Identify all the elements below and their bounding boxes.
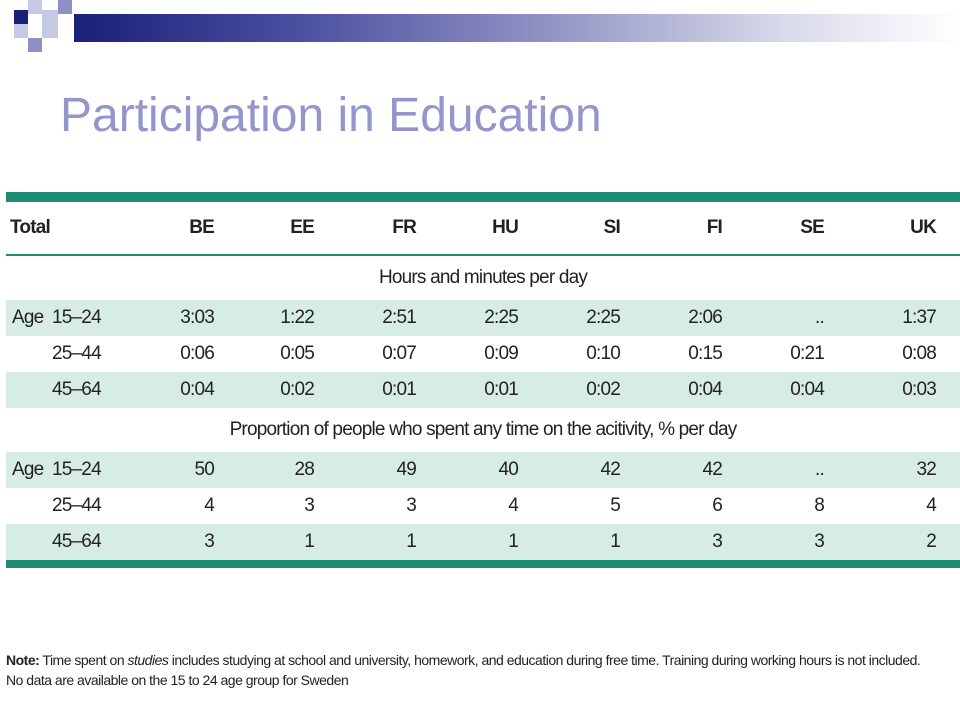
header-country: FI bbox=[644, 201, 746, 255]
table-cell: 1 bbox=[238, 524, 338, 560]
note-line-2: No data are available on the 15 to 24 age group for Sweden bbox=[6, 672, 349, 688]
table-cell: 0:02 bbox=[542, 372, 644, 408]
section-title: Hours and minutes per day bbox=[378, 267, 588, 288]
table-row bbox=[6, 336, 960, 372]
section-title-row bbox=[6, 408, 960, 452]
section-title-row bbox=[6, 255, 960, 300]
page-title: Participation in Education bbox=[60, 89, 602, 142]
note-emphasis: studies bbox=[127, 652, 169, 668]
age-label: Age bbox=[6, 452, 48, 488]
age-range: 25–44 bbox=[52, 343, 101, 364]
age-label bbox=[6, 488, 48, 524]
age-label bbox=[6, 372, 48, 408]
table-cell: 1:22 bbox=[238, 300, 338, 336]
header-total: Total bbox=[6, 201, 144, 255]
table-cell: .. bbox=[746, 300, 848, 336]
table-cell: 40 bbox=[440, 452, 542, 488]
age-range: 25–44 bbox=[52, 495, 101, 516]
table-row bbox=[6, 372, 960, 408]
table-cell: 0:04 bbox=[144, 372, 238, 408]
header-gradient-bar bbox=[74, 14, 960, 42]
table-cell: 4 bbox=[204, 495, 215, 516]
note-line-1 bbox=[6, 650, 956, 670]
age-label bbox=[6, 524, 48, 560]
header-country: SI bbox=[542, 201, 644, 255]
table-cell: .. bbox=[746, 452, 848, 488]
header-country: HU bbox=[440, 201, 542, 255]
decor-square-light bbox=[28, 0, 42, 14]
education-table bbox=[6, 200, 960, 560]
table-cell: 0:03 bbox=[848, 372, 960, 408]
table-row bbox=[6, 488, 960, 524]
age-range: 15–24 bbox=[48, 300, 144, 336]
table-cell: 0:06 bbox=[180, 343, 215, 364]
table-cell: 50 bbox=[144, 452, 238, 488]
table-cell: 32 bbox=[848, 452, 960, 488]
table-cell: 3 bbox=[144, 524, 238, 560]
header-country: BE bbox=[144, 201, 238, 255]
table-cell: 2:25 bbox=[542, 300, 644, 336]
decor-square-navy bbox=[14, 10, 28, 24]
table-header-row bbox=[6, 201, 960, 255]
decorative-header-bar bbox=[0, 0, 960, 60]
table-cell: 1 bbox=[542, 524, 644, 560]
table-cell: 0:21 bbox=[790, 343, 825, 364]
table-cell: 3 bbox=[746, 524, 848, 560]
table-cell: 8 bbox=[814, 495, 825, 516]
decor-square-light bbox=[14, 24, 28, 38]
decor-square-mid bbox=[28, 38, 42, 52]
data-table-container bbox=[6, 192, 960, 568]
table-note bbox=[6, 650, 956, 690]
age-range: 15–24 bbox=[48, 452, 144, 488]
table-cell: 3 bbox=[406, 495, 417, 516]
table-cell: 3:03 bbox=[144, 300, 238, 336]
table-cell: 0:08 bbox=[902, 343, 937, 364]
table-cell: 2:06 bbox=[644, 300, 746, 336]
header-country: SE bbox=[746, 201, 848, 255]
decor-square-light bbox=[42, 10, 58, 24]
table-cell: 0:10 bbox=[586, 343, 621, 364]
table-cell: 0:04 bbox=[746, 372, 848, 408]
table-cell: 42 bbox=[542, 452, 644, 488]
table-cell: 0:07 bbox=[382, 343, 417, 364]
table-cell: 1 bbox=[338, 524, 440, 560]
table-cell: 3 bbox=[644, 524, 746, 560]
table-bottom-rule bbox=[6, 560, 960, 568]
table-cell: 0:01 bbox=[440, 372, 542, 408]
age-label: Age bbox=[6, 300, 48, 336]
table-cell: 6 bbox=[712, 495, 723, 516]
header-country: FR bbox=[338, 201, 440, 255]
age-label bbox=[6, 336, 48, 372]
table-cell: 1:37 bbox=[848, 300, 960, 336]
table-row bbox=[6, 524, 960, 560]
note-text-b: includes studying at school and university, homework, and education during free time. Training during working hours is not included. bbox=[168, 652, 921, 668]
table-cell: 4 bbox=[926, 495, 937, 516]
note-text-a: Time spent on bbox=[39, 652, 128, 668]
header-country: UK bbox=[848, 201, 960, 255]
table-cell: 3 bbox=[304, 495, 315, 516]
table-cell: 2:25 bbox=[440, 300, 542, 336]
table-cell: 2:51 bbox=[338, 300, 440, 336]
section-title: Proportion of people who spent any time on the acitivity, % per day bbox=[229, 419, 737, 440]
table-cell: 0:04 bbox=[644, 372, 746, 408]
table-cell: 0:01 bbox=[338, 372, 440, 408]
table-cell: 5 bbox=[610, 495, 621, 516]
table-cell: 0:15 bbox=[688, 343, 723, 364]
table-cell: 42 bbox=[644, 452, 746, 488]
age-range: 45–64 bbox=[48, 372, 144, 408]
table-cell: 4 bbox=[508, 495, 519, 516]
table-cell: 0:02 bbox=[238, 372, 338, 408]
table-top-rule bbox=[6, 192, 960, 200]
table-cell: 28 bbox=[238, 452, 338, 488]
table-cell: 1 bbox=[440, 524, 542, 560]
table-row bbox=[6, 452, 960, 488]
header-country: EE bbox=[238, 201, 338, 255]
note-label: Note: bbox=[6, 652, 40, 668]
age-range: 45–64 bbox=[48, 524, 144, 560]
table-cell: 49 bbox=[338, 452, 440, 488]
table-cell: 2 bbox=[848, 524, 960, 560]
decor-square-light bbox=[42, 24, 58, 38]
table-cell: 0:09 bbox=[484, 343, 519, 364]
table-cell: 0:05 bbox=[280, 343, 315, 364]
table-row bbox=[6, 300, 960, 336]
decor-square-mid bbox=[58, 0, 72, 14]
